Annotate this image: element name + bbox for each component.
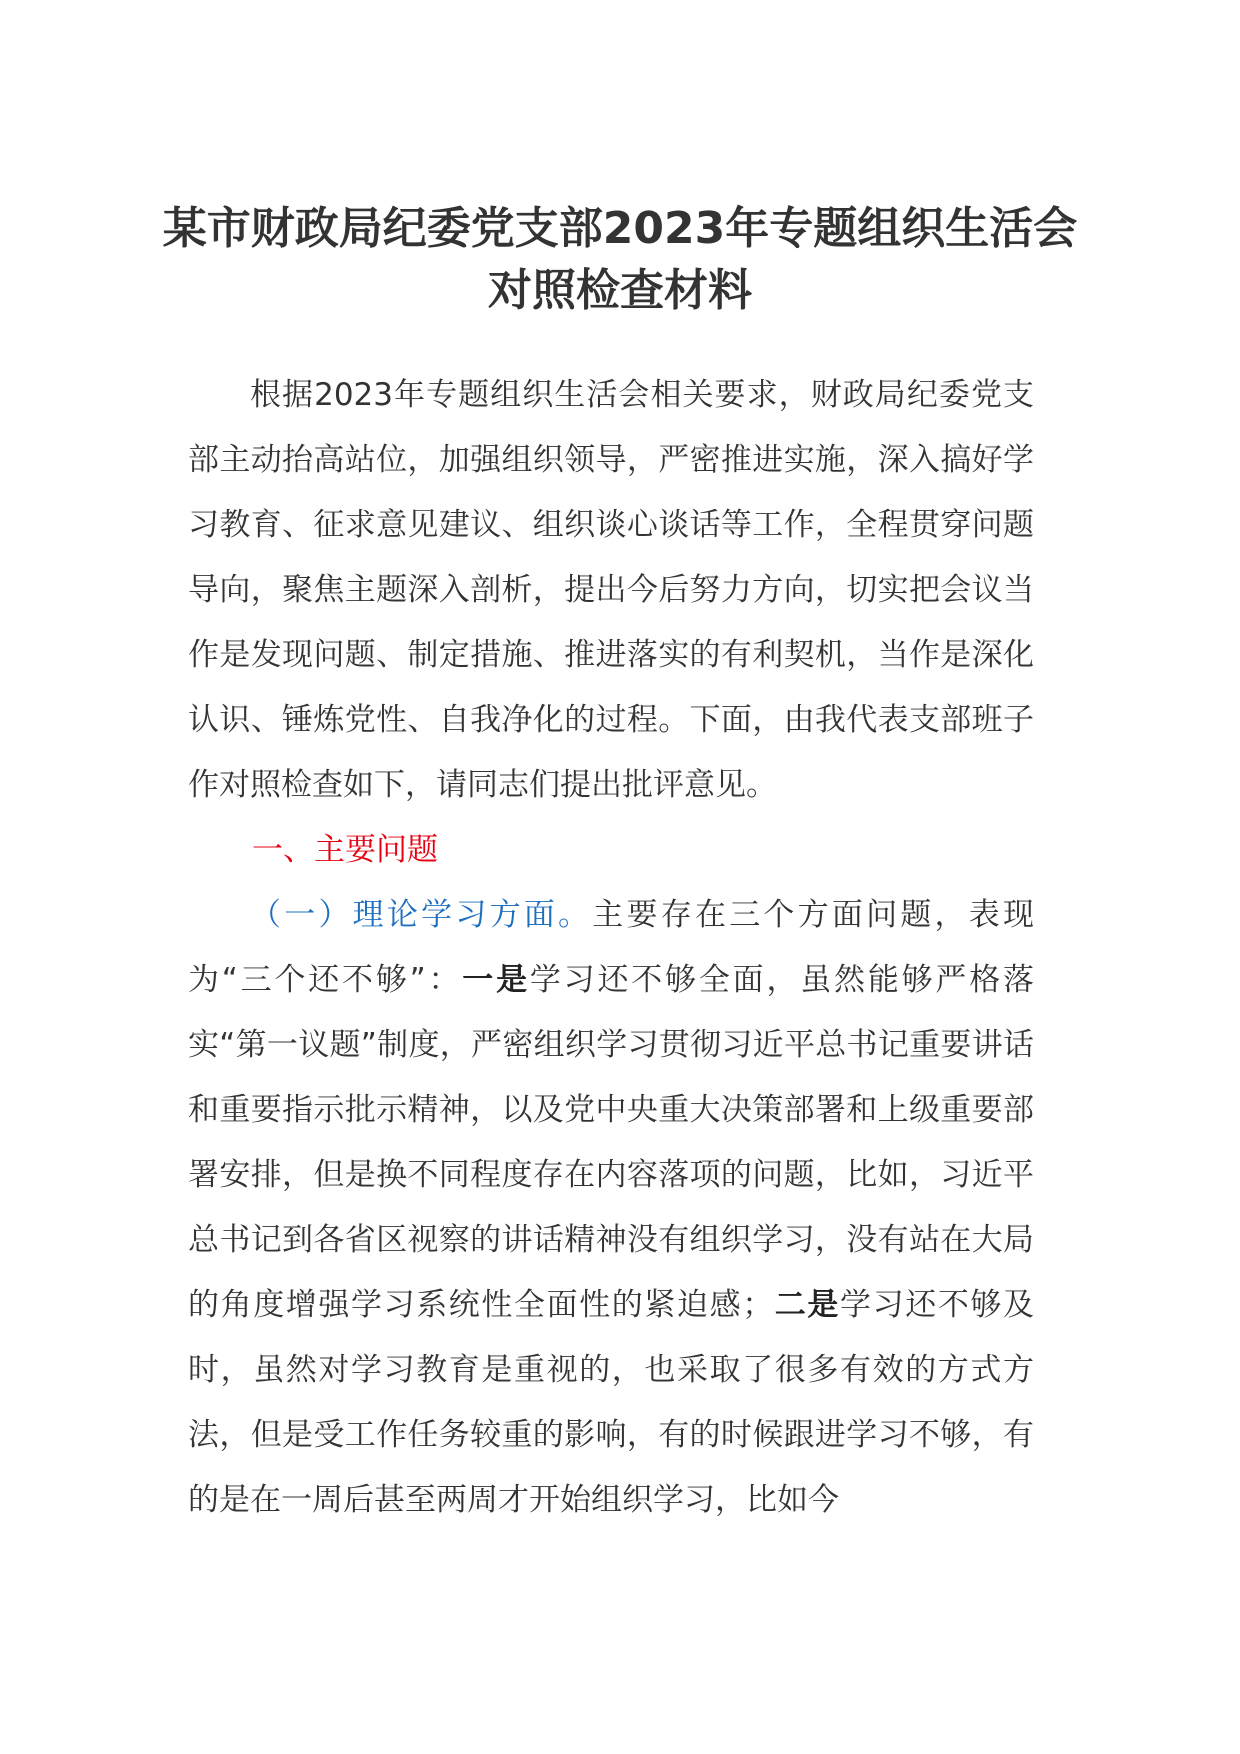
point-two-label: 二是 [773,1287,841,1323]
intro-paragraph: 根据2023年专题组织生活会相关要求，财政局纪委党支部主动抬高站位，加强组织领导，严密推进实施，深入搞好学习教育、征求意见建议、组织谈心谈话等工作，全程贯穿问题导向，聚焦主题深入剖析，提出今后努力方向，切实把会议当作是发现问题、制定措施、推进落实的有利契机，当作是深化认识、锤炼党性、自我净化的过程。下面，由我代表支部班子作对照检查如下，请同志们提出批评意见。 [188,377,1034,803]
subsection-intro: 主要存在三个方面问题，表现为“三个还不够”： [188,897,1035,998]
point-one-text: 学习还不够全面，虽然能够严格落实“第一议题”制度，严密组织学习贯彻习近平总书记重要讲话和重要指示批示精神，以及党中央重大决策部署和上级重要部署安排，但是换不同程度存在内容落项的问题，比如，习近平总书记到各省区视察的讲话精神没有组织学习，没有站在大局的角度增强学习系统性全面性的紧迫感； [188,962,1035,1323]
point-one-label: 一是 [462,962,530,998]
subsection-heading: （一）理论学习方面。 [250,897,593,933]
section-heading: 一、主要问题 [252,832,438,868]
point-two-text: 学习还不够及时，虽然对学习教育是重视的，也采取了很多有效的方式方法，但是受工作任务较重的影响，有的时候跟进学习不够，有的是在一周后甚至两周才开始组织学习，比如今 [188,1287,1035,1518]
subsection-paragraph [188,883,1034,1533]
document-title: 某市财政局纪委党支部2023年专题组织生活会对照检查材料 [162,203,1078,316]
